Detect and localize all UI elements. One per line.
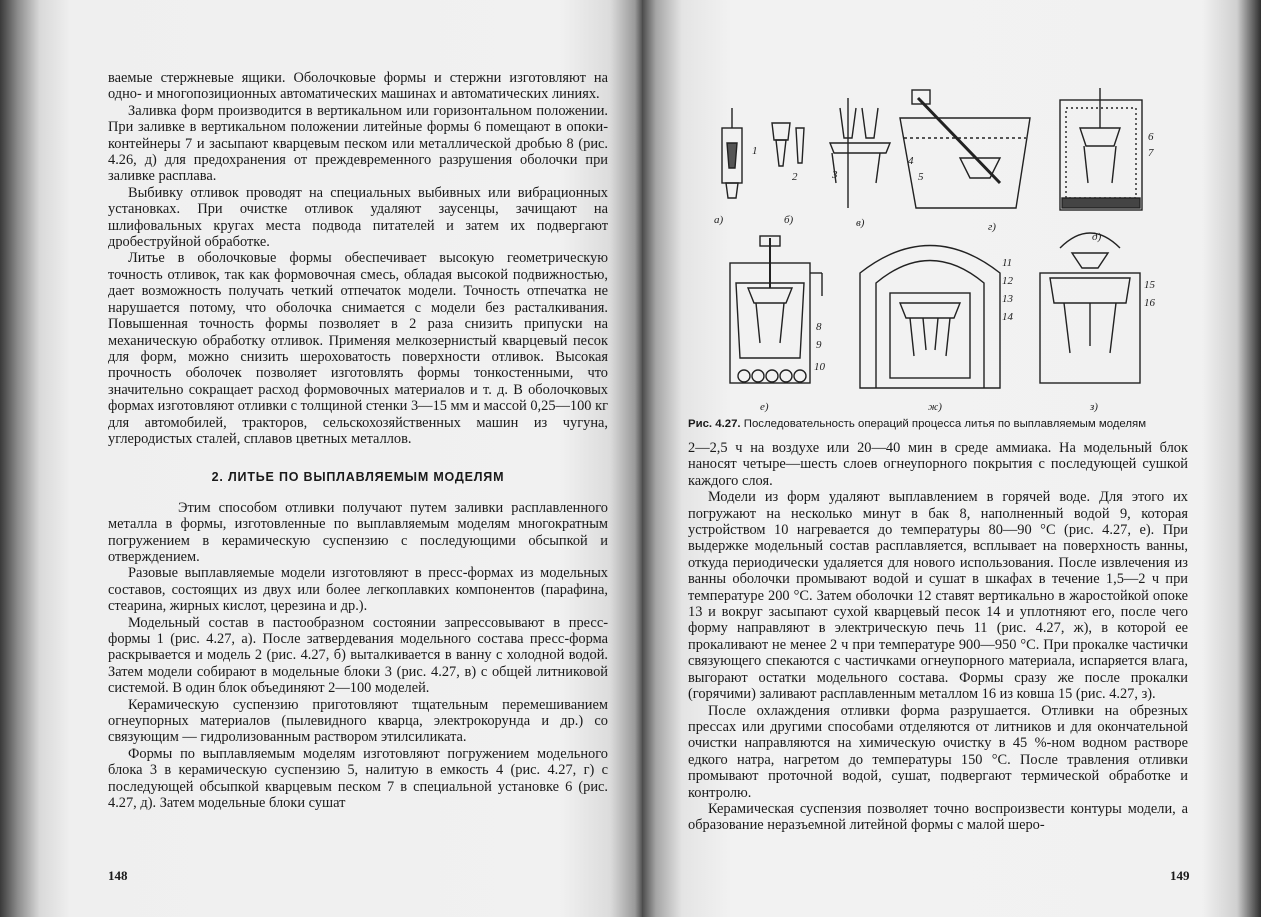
sub-label-v: в) bbox=[856, 217, 865, 229]
sub-label-b: б) bbox=[784, 214, 794, 226]
callout-14: 14 bbox=[1002, 311, 1013, 323]
callout-2: 2 bbox=[792, 171, 798, 183]
callout-12: 12 bbox=[1002, 275, 1013, 287]
left-page-text bbox=[108, 70, 608, 811]
section-heading: 2. ЛИТЬЕ ПО ВЫПЛАВЛЯЕМЫМ МОДЕЛЯМ bbox=[211, 470, 505, 485]
sub-label-a: а) bbox=[714, 214, 724, 226]
callout-8: 8 bbox=[816, 321, 822, 333]
callout-16: 16 bbox=[1144, 297, 1155, 309]
callout-7: 7 bbox=[1148, 147, 1154, 159]
caption-text: Последовательность операций процесса литья по выплавляемым моделям bbox=[743, 418, 1147, 430]
caption-label: Рис. 4.27. bbox=[688, 418, 741, 430]
sub-label-z: з) bbox=[1090, 401, 1098, 413]
paragraph: Этим способом отливки получают путем заливки расплавленного металла в формы, изготовленные по выплавляемым моделям многократным погружением в керамическую суспензию с последующими обсыпкой и отверждением. bbox=[108, 499, 608, 565]
paragraph: Заливка форм производится в вертикальном или горизонтальном положении. При заливке в вертикальном положении литейные формы 6 помещают в опоки-контейнеры 7 и засыпают кварцевым песком или металлической дробью 8 (рис. 4.26, д) для предохранения от преждевременного разрушения оболочки при заливке расплава. bbox=[108, 102, 608, 185]
callout-1: 1 bbox=[752, 145, 758, 157]
callout-11: 11 bbox=[1002, 257, 1013, 269]
page-number-right: 149 bbox=[1170, 868, 1190, 883]
callout-3: 3 bbox=[832, 169, 838, 181]
paragraph: Модели из форм удаляют выплавлением в горячей воде. Для этого их погружают на несколько минут в бак 8, наполненный водой 9, которая устройством 10 нагревается до температуры 80—90 °С (рис. 4.27, е). При выдержке модельный состав расплавляется, всплывает на поверхность ванны, откуда периодически удаляется для нового использования. После извлечения из ванны оболочки промывают водой и сушат в шкафах в течение 1,5—2 ч при температуре 200 °С. Затем оболочки 12 ставят вертикально в жаростойкой опоке 13 и вокруг засыпают сухой кварцевый песок 14 и уплотняют его, после чего форму направляют в электрическую печь 11 (рис. 4.27, ж), в которой ее прокаливают не менее 2 ч при температуре 900—950 °С. При прокалке частички связующего спекаются с частичками огнеупорного материала, испаряется влага, выгорают остатки модельного состава. Формы сразу же после прокалки (горячими) заливают расплавленным металлом 16 из ковша 15 (рис. 4.27, з). bbox=[688, 489, 1188, 703]
right-page-text bbox=[688, 440, 1188, 834]
figure-4-27-diagram bbox=[700, 88, 1200, 418]
paragraph: 2—2,5 ч на воздухе или 20—40 мин в среде аммиака. На модельный блок наносят четыре—шесть слоев огнеупорного покрытия с последующей сушкой каждого слоя. bbox=[688, 440, 1188, 489]
callout-15: 15 bbox=[1144, 279, 1155, 291]
figure-caption bbox=[688, 418, 1198, 430]
sub-label-e: е) bbox=[760, 401, 769, 413]
paragraph: ваемые стержневые ящики. Оболочковые формы и стержни изготовляют на одно- и многопозиционных автоматических машинах и автоматических линиях. bbox=[108, 70, 608, 103]
callout-9: 9 bbox=[816, 339, 822, 351]
callout-6: 6 bbox=[1148, 131, 1154, 143]
paragraph: Керамическая суспензия позволяет точно воспроизвести контуры модели, а образование неразъемной литейной формы с малой шеро- bbox=[688, 800, 1188, 834]
sub-label-zh: ж) bbox=[928, 401, 942, 413]
callout-4: 4 bbox=[908, 155, 914, 167]
paragraph: Литье в оболочковые формы обеспечивает высокую геометрическую точность отливок, так как формовочная смесь, обладая высокой подвижностью, дает возможность получать четкий отпечаток модели. Точность отпечатка не нарушается потому, что оболочка снимается с модели без расталкивания. Повышенная точность формы позволяет в 2 раза снизить припуски на механическую обработку отливок. Применяя мелкозернистый кварцевый песок для форм, можно снизить шероховатость поверхности отливок. Высокая прочность оболочек позволяет изготовлять формы тонкостенными, что значительно сокращает расход формовочных материалов и т. д. В оболочковых формах изготовляют отливки с толщиной стенки 3—15 мм и массой 0,25—100 кг для автомобилей, тракторов, сельскохозяйственных машин из чугуна, углеродистых сталей, сплавов цветных металлов. bbox=[108, 250, 608, 447]
sub-label-g: г) bbox=[988, 221, 996, 233]
paragraph: Модельный состав в пастообразном состоянии запрессовывают в пресс-формы 1 (рис. 4.27, а). После затвердевания модельного состава пресс-форма раскрывается и модель 2 (рис. 4.27, б) выталкивается в ванну с холодной водой. Затем модели собирают в модельные блоки 3 (рис. 4.27, в) с общей литниковой системой. В один блок объединяют 2—100 моделей. bbox=[108, 614, 608, 697]
callout-13: 13 bbox=[1002, 293, 1013, 305]
callout-10: 10 bbox=[814, 361, 825, 373]
paragraph: Выбивку отливок проводят на специальных выбивных или вибрационных установках. При очистке отливок удаляют заусенцы, зачищают на шлифовальных кругах места подвода питателей и затем их подвергают дробеструйной обработке. bbox=[108, 184, 608, 251]
callout-5: 5 bbox=[918, 171, 924, 183]
sub-label-d: д) bbox=[1092, 231, 1102, 243]
paragraph: Разовые выплавляемые модели изготовляют в пресс-формах из модельных составов, состоящих из двух или более легкоплавких компонентов (парафина, стеарина, жирных кислот, церезина и др.). bbox=[108, 565, 608, 615]
page-number-left: 148 bbox=[108, 868, 128, 883]
paragraph: Керамическую суспензию приготовляют тщательным перемешиванием огнеупорных материалов (пылевидного кварца, электрокорунда и др.) со связующим — гидролизованным раствором этилсиликата. bbox=[108, 696, 608, 746]
paragraph: Формы по выплавляемым моделям изготовляют погружением модельного блока 3 в керамическую суспензию 5, налитую в емкость 4 (рис. 4.27, г) с последующей обсыпкой кварцевым песком 7 в специальной установке 6 (рис. 4.27, д). Затем модельные блоки сушат bbox=[108, 745, 608, 812]
paragraph: После охлаждения отливки форма разрушается. Отливки на обрезных прессах или другими способами отделяются от литников и для окончательной очистки направляются на химическую очистку в 45 %-ном водном растворе едкого натра, нагретом до температуры 150 °С. После травления отливки промывают проточной водой, сушат, подвергают термической обработке и контролю. bbox=[688, 702, 1188, 801]
